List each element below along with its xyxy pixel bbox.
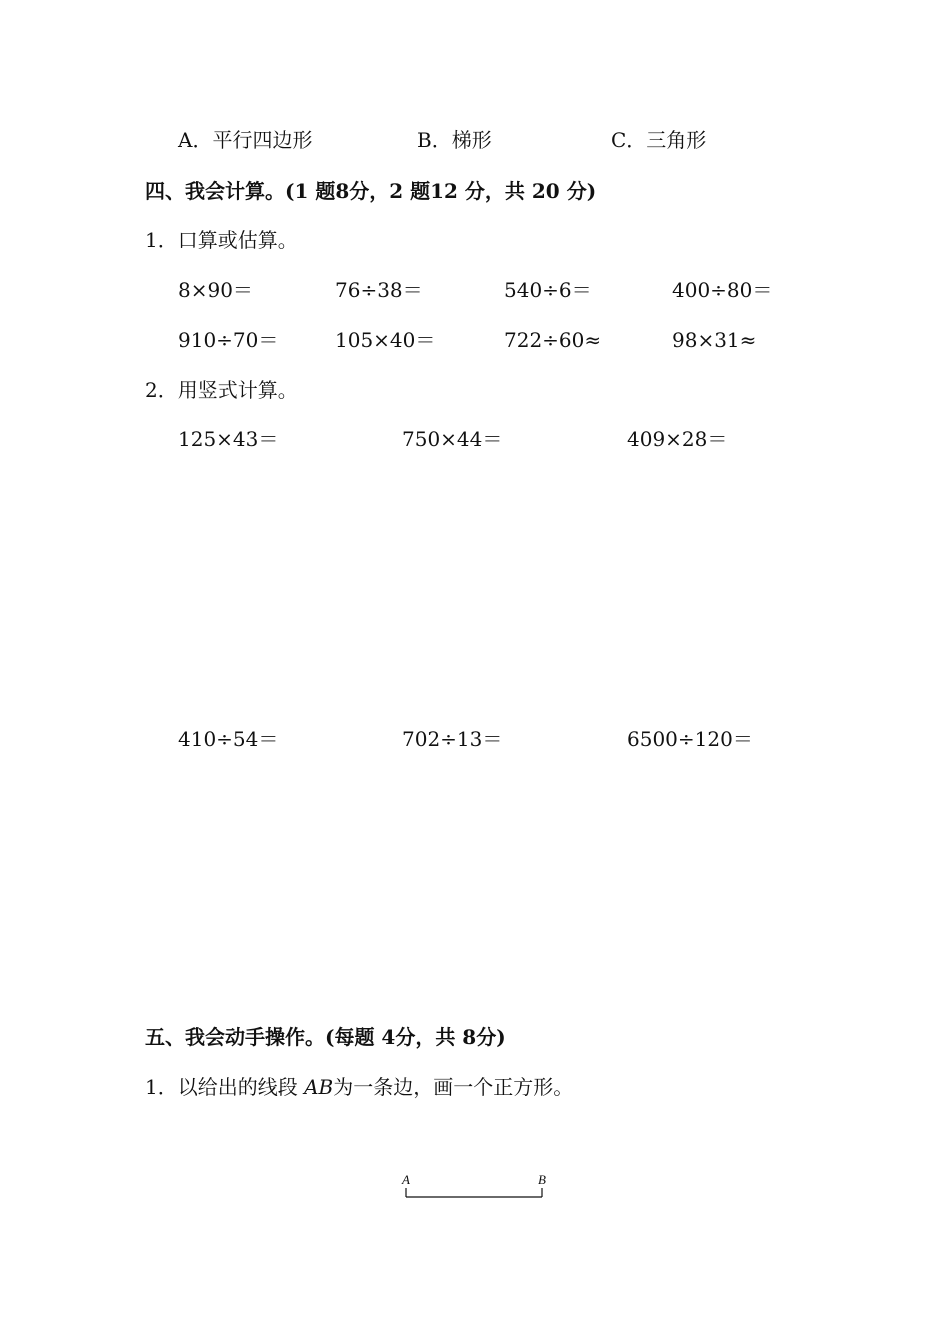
point-a-label: A	[402, 1172, 410, 1187]
section4-q2-label: 2．用竖式计算。	[145, 378, 298, 402]
vertical-calc-item: 6500÷120＝	[627, 727, 753, 751]
section4-q1-label: 1．口算或估算。	[145, 228, 298, 252]
mental-calc-item: 910÷70＝	[178, 328, 279, 352]
vertical-calc-item: 125×43＝	[178, 427, 279, 451]
mental-calc-item: 76÷38＝	[335, 278, 423, 302]
choice-a: A．平行四边形	[178, 128, 313, 152]
mental-calc-item: 722÷60≈	[504, 328, 602, 352]
section5-q1-suffix: 为一条边，画一个正方形。	[333, 1075, 574, 1099]
mental-calc-item: 105×40＝	[335, 328, 436, 352]
mental-calc-item: 98×31≈	[672, 328, 757, 352]
mental-calc-item: 540÷6＝	[504, 278, 592, 302]
vertical-calc-item: 410÷54＝	[178, 727, 279, 751]
vertical-calc-item: 702÷13＝	[402, 727, 503, 751]
segment-name: AB	[304, 1075, 334, 1099]
section5-q1-prefix: 1．以给出的线段	[145, 1075, 305, 1099]
choice-c: C．三角形	[611, 128, 707, 152]
choice-b: B．梯形	[417, 128, 492, 152]
vertical-calc-item: 409×28＝	[627, 427, 728, 451]
section4-title: 四、我会计算。(1 题8分，2 题12 分，共 20 分)	[145, 179, 597, 203]
mental-calc-item: 400÷80＝	[672, 278, 773, 302]
section5-q1-label	[145, 1075, 573, 1099]
mental-calc-item: 8×90＝	[178, 278, 253, 302]
line-segment-ab	[404, 1186, 546, 1200]
section5-title: 五、我会动手操作。(每题 4分，共 8分)	[145, 1025, 506, 1049]
vertical-calc-item: 750×44＝	[402, 427, 503, 451]
point-b-label: B	[538, 1172, 546, 1187]
